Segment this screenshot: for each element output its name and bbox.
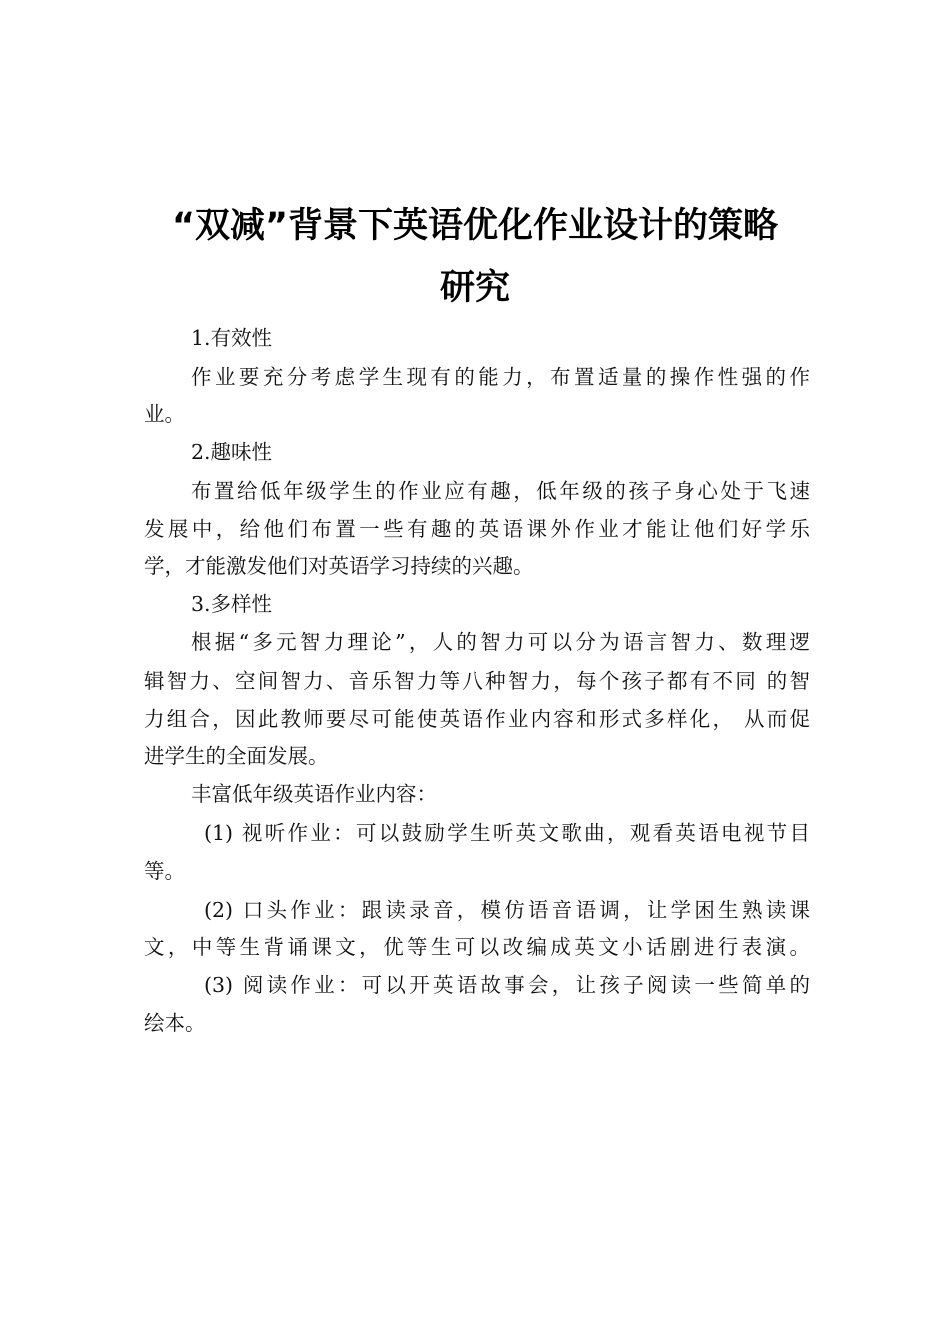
heading-effectiveness: 1.有效性 xyxy=(191,326,273,350)
body-line: 业。 xyxy=(144,402,185,426)
list-item-1-cont: 等。 xyxy=(144,859,185,883)
body-line: 布置给低年级学生的作业应有趣，低年级的孩子身心处于飞速 xyxy=(191,479,810,503)
list-item-3-cont: 绘本。 xyxy=(144,1011,206,1035)
document-title-line-2: 研究 xyxy=(439,268,510,308)
heading-interest: 2.趣味性 xyxy=(191,440,273,464)
section-intro: 丰富低年级英语作业内容： xyxy=(191,782,437,806)
body-line: 力组合，因此教师要尽可能使英语作业内容和形式多样化， 从而促 xyxy=(144,707,810,731)
body-line: 辑智力、空间智力、音乐智力等八种智力，每个孩子都有不同 的智 xyxy=(144,669,810,693)
document-title-line-1: “双减”背景下英语优化作业设计的策略 xyxy=(171,206,778,246)
heading-diversity: 3.多样性 xyxy=(191,592,273,616)
body-line: 学，才能激发他们对英语学习持续的兴趣。 xyxy=(144,554,534,578)
body-line: 发展中，给他们布置一些有趣的英语课外作业才能让他们好学乐 xyxy=(144,517,810,541)
list-item-2-cont: 文，中等生背诵课文，优等生可以改编成英文小话剧进行表演。 xyxy=(144,935,810,959)
body-line: 根据“多元智力理论”，人的智力可以分为语言智力、数理逻 xyxy=(191,630,810,654)
list-item-2: (2) 口头作业：跟读录音，模仿语音语调，让学困生熟读课 xyxy=(204,898,810,922)
list-item-1: (1) 视听作业：可以鼓励学生听英文歌曲，观看英语电视节目 xyxy=(204,821,810,845)
list-item-3: (3) 阅读作业：可以开英语故事会，让孩子阅读一些简单的 xyxy=(204,973,810,997)
body-line: 作业要充分考虑学生现有的能力，布置适量的操作性强的作 xyxy=(191,365,810,389)
body-line: 进学生的全面发展。 xyxy=(144,744,329,768)
